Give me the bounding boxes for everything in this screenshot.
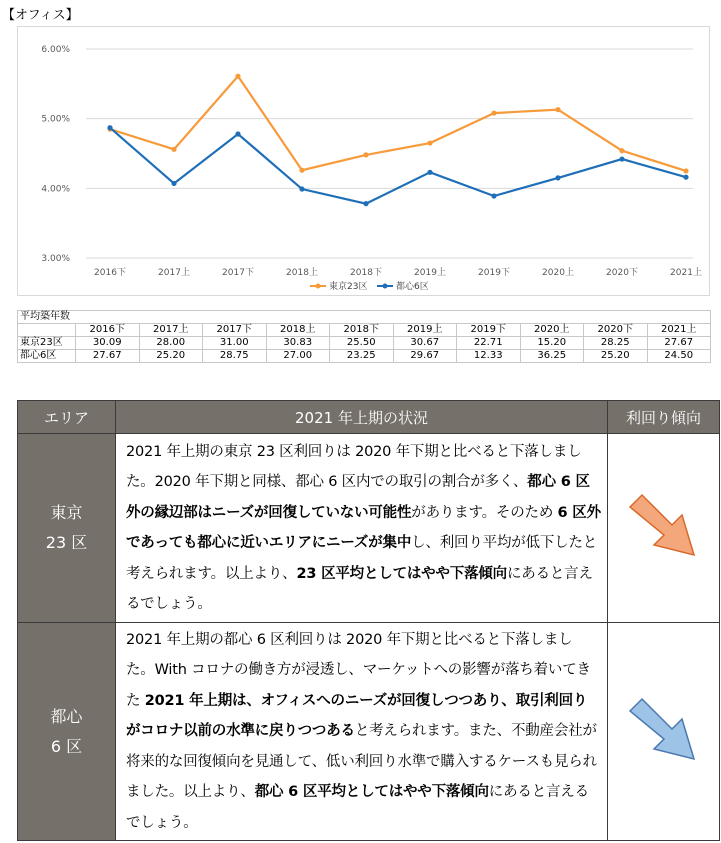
x-tick-label: 2017上 [158,268,190,278]
legend-label: 都心6区 [396,282,429,292]
header-status: 2021 年上期の状況 [116,401,608,434]
header-area: エリア [18,401,116,434]
data-point [491,193,496,198]
data-point [427,170,432,175]
table-cell: 22.71 [457,337,521,350]
header-cell: 2020上 [520,324,584,337]
blank-header-cell [18,324,76,337]
header-cell: 2016下 [76,324,140,337]
table-cell: 31.00 [203,337,267,350]
header-cell: 2019上 [393,324,457,337]
status-description: 2021 年上期の都心 6 区利回りは 2020 年下期と比べると下落しました。With コロナの働き方が浸透し、マーケットへの影響が落ち着いてきた 2021 年上期は、オフィスへのニーズが回復しつつあり、取引利回りがコロナ以前の水準に戻りつつあると考えられます。また、不動産会社が将来的な回復傾向を見通して、低い利回り水準で購入するケースも見られました。以上より、都心 6 区平均としてはやや下落傾向にあると言えるでしょう。 [116,623,608,841]
x-tick-label: 2020下 [606,268,638,278]
x-tick-label: 2019上 [414,268,446,278]
table-cell: 25.50 [330,337,394,350]
average-age-title: 平均築年数 [18,311,711,324]
header-cell: 2020下 [584,324,648,337]
table-cell: 30.67 [393,337,457,350]
header-cell: 2021上 [647,324,711,337]
x-tick-label: 2017下 [222,268,254,278]
data-point [171,181,176,186]
table-row [18,350,711,363]
x-tick-label: 2019下 [478,268,510,278]
data-point [107,125,112,130]
down-right-arrow-icon [624,695,704,765]
chart-svg [18,27,709,295]
table-cell: 15.20 [520,337,584,350]
data-point [235,74,240,79]
data-point [555,107,560,112]
data-point [683,175,688,180]
status-table [17,400,720,841]
status-description: 2021 年上期の東京 23 区利回りは 2020 年下期と比べると下落しました。2020 年下期と同様、都心 6 区内での取引の割合が多く、都心 6 区外の縁辺部はニーズが回復していない可能性があります。そのため 6 区外であっても都心に近いエリアにニーズが集中し、利回り平均が低下したと考えられます。以上より、23 区平均としてはやや下落傾向にあると言えるでしょう。 [116,434,608,623]
trend-cell [608,434,720,623]
trend-cell [608,623,720,841]
area-name: 23 区 [45,533,88,552]
area-name: 都心 [50,706,83,726]
down-right-arrow-icon [624,491,704,561]
y-tick-label: 6.00% [41,45,70,55]
header-cell: 2017上 [139,324,203,337]
data-point [171,147,176,152]
table-cell: 23.25 [330,350,394,363]
table-row [18,434,720,623]
table-cell: 12.33 [457,350,521,363]
legend-label: 東京23区 [329,282,368,292]
header-cell: 2018上 [266,324,330,337]
area-name: 6 区 [50,736,83,756]
x-tick-label: 2020上 [542,268,574,278]
series-line [110,128,686,204]
row-label: 都心6区 [18,350,76,363]
x-tick-label: 2021上 [670,268,702,278]
table-cell: 29.67 [393,350,457,363]
table-cell: 30.09 [76,337,140,350]
legend-marker [316,284,321,289]
header-cell: 2019下 [457,324,521,337]
table-cell: 28.75 [203,350,267,363]
y-tick-label: 3.00% [41,254,70,264]
row-label: 東京23区 [18,337,76,350]
average-age-header-row [18,324,711,337]
bold-text: 23 区平均としてはやや下落傾向 [296,565,507,582]
data-point [299,168,304,173]
bold-text: 都心 6 区外の縁辺部はニーズが回復していない可能性 [126,474,590,521]
area-cell [18,623,116,841]
area-cell [18,434,116,623]
table-cell: 25.20 [584,350,648,363]
data-point [555,175,560,180]
x-tick-label: 2018上 [286,268,318,278]
table-cell: 24.50 [647,350,711,363]
data-point [427,140,432,145]
table-row [18,337,711,350]
y-tick-label: 4.00% [41,184,70,195]
series-line [110,76,686,171]
section-label: 【オフィス】 [2,8,79,23]
header-cell: 2017下 [203,324,267,337]
table-cell: 25.20 [139,350,203,363]
y-tick-label: 5.00% [41,114,70,125]
area-name: 東京 [50,503,83,522]
table-cell: 28.25 [584,337,648,350]
data-point [299,186,304,191]
x-tick-label: 2018下 [350,268,382,278]
data-point [619,156,624,161]
line-chart [17,26,710,296]
table-cell: 27.67 [76,350,140,363]
bold-text: 都心 6 区平均としてはやや下落傾向 [254,784,489,801]
table-cell: 36.25 [520,350,584,363]
table-cell: 28.00 [139,337,203,350]
data-point [363,201,368,206]
table-cell: 27.67 [647,337,711,350]
table-cell: 30.83 [266,337,330,350]
data-point [491,110,496,115]
bold-text: 2021 年上期は、オフィスへのニーズが回復しつつあり、取引利回りがコロナ以前の水準に戻りつつある [126,692,588,740]
data-point [363,152,368,157]
header-cell: 2018下 [330,324,394,337]
data-point [619,148,624,153]
bold-text: 6 区外であっても都心に近いエリアにニーズが集中 [126,504,601,551]
header-trend: 利回り傾向 [608,401,720,434]
legend-marker [383,284,388,289]
average-age-table [17,310,711,363]
table-row [18,623,720,841]
x-tick-label: 2016下 [94,268,126,278]
data-point [683,168,688,173]
table-cell: 27.00 [266,350,330,363]
data-point [235,131,240,136]
